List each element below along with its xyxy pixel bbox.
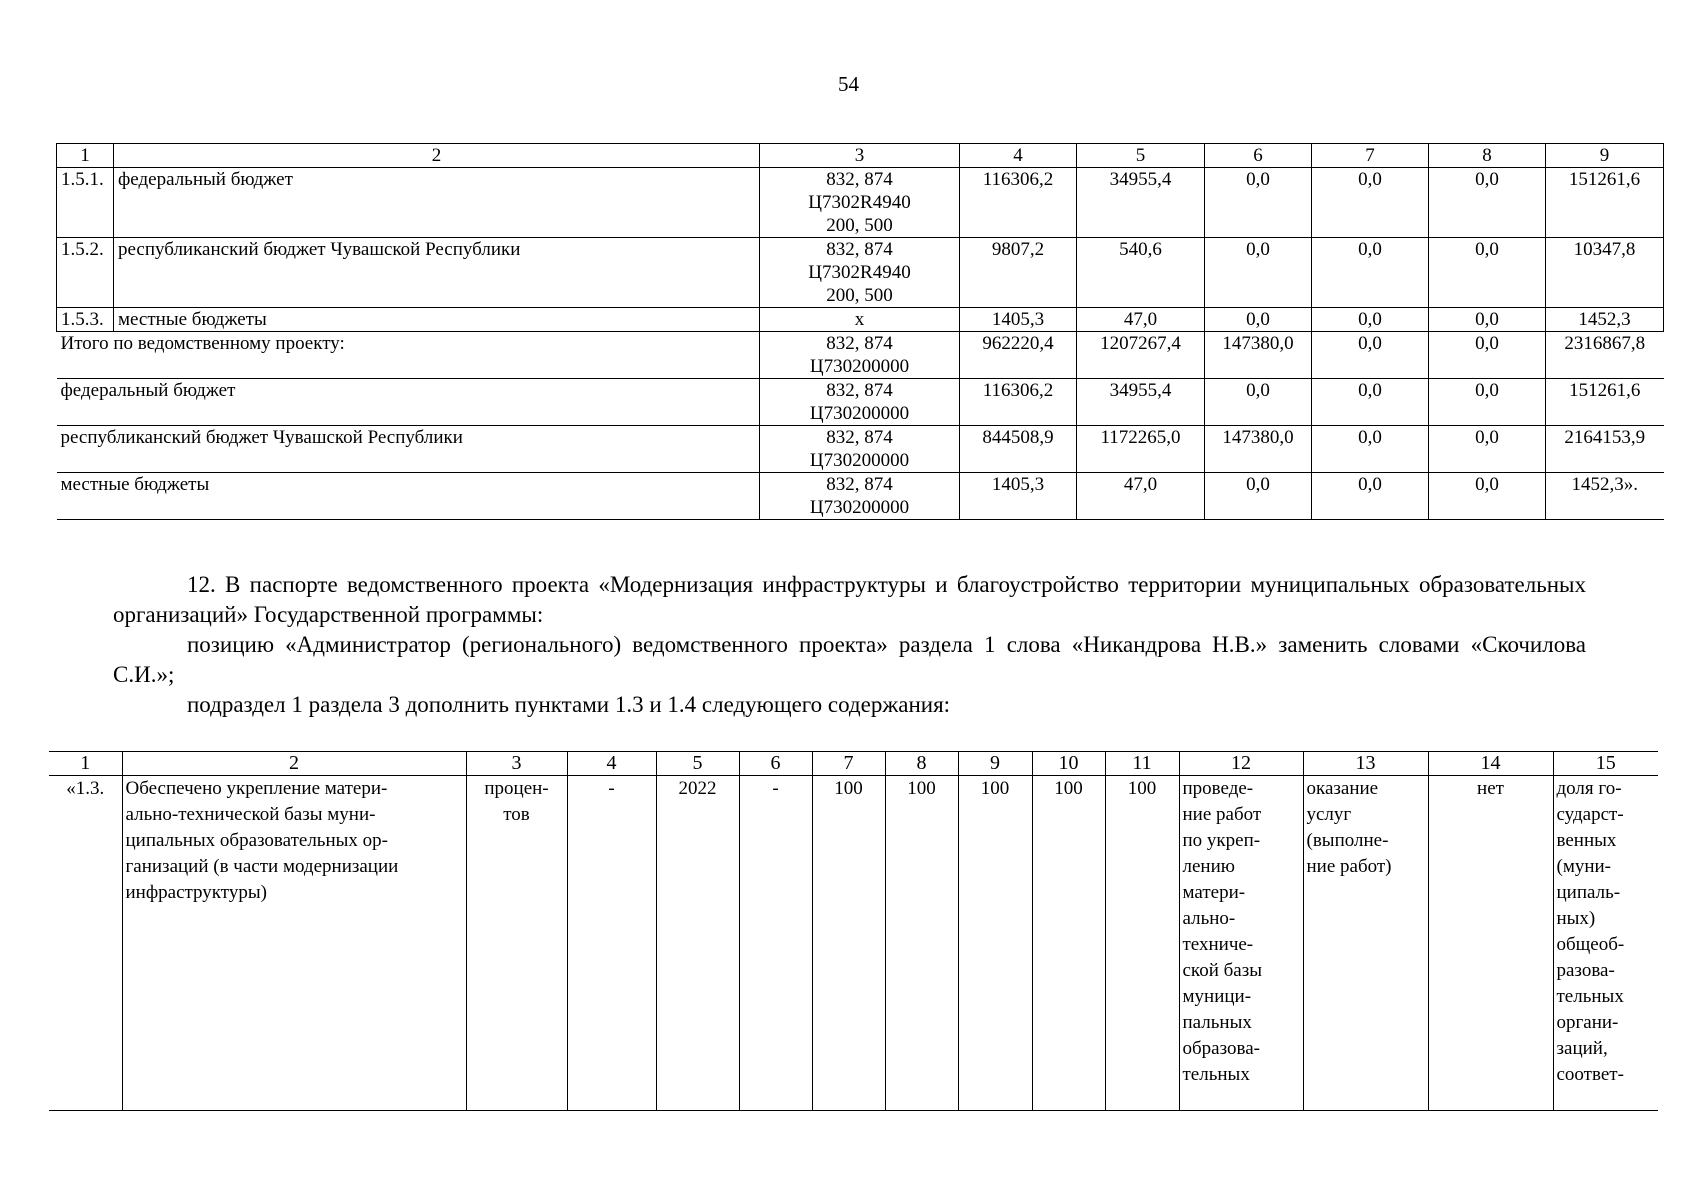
budget-source: республиканский бюджет Чувашской Республики [114, 238, 760, 308]
event-description [1179, 776, 1303, 1111]
amount-cell: 0,0 [1312, 308, 1429, 332]
budget-source: федеральный бюджет [114, 168, 760, 238]
cell-line: тельных [1182, 1064, 1250, 1085]
cell-line: матери- [1182, 882, 1246, 903]
budget-code [760, 238, 960, 308]
amount-cell: 0,0 [1312, 473, 1429, 520]
cell-line: процен- [484, 778, 549, 799]
amendment-text [113, 570, 1586, 720]
column-number: 7 [812, 752, 885, 776]
column-number: 6 [1205, 144, 1312, 168]
column-number: 5 [1077, 144, 1205, 168]
amount-cell: 0,0 [1429, 168, 1546, 238]
table-row [49, 776, 1658, 1111]
column-number: 6 [739, 752, 812, 776]
page-number: 54 [838, 72, 859, 96]
amount-cell: 147380,0 [1205, 426, 1312, 473]
amount-cell: 151261,6 [1546, 168, 1664, 238]
cell-line: доля го- [1556, 778, 1622, 799]
amount-cell: 1452,3». [1546, 473, 1664, 520]
amount-cell: 34955,4 [1077, 379, 1205, 426]
flag-cell: нет [1428, 776, 1553, 1111]
value-c7: 100 [812, 776, 885, 1111]
paragraph-administrator: позицию «Администратор (регионального) ведомственного проекта» раздела 1 слова «Никандрова Н.В.» заменить словами «Скочилова С.И.»; [113, 632, 1586, 687]
amount-cell: 2164153,9 [1546, 426, 1664, 473]
amount-cell: 0,0 [1205, 308, 1312, 332]
amount-cell: 0,0 [1312, 332, 1429, 379]
budget-code [760, 426, 960, 473]
column-number: 4 [960, 144, 1077, 168]
unit-of-measure [466, 776, 567, 1111]
amount-cell: 0,0 [1429, 426, 1546, 473]
cell-line: лению [1182, 856, 1235, 877]
cell-line: Ц730200000 [809, 497, 910, 518]
cell-line: оказание [1306, 778, 1379, 799]
cell-line: инфраструктуры) [125, 882, 267, 903]
table-row [57, 168, 1664, 238]
cell-line: ганизаций (в части модернизации [125, 856, 399, 877]
cell-line: органи- [1556, 1012, 1619, 1033]
amount-cell: 47,0 [1077, 308, 1205, 332]
budget-source: местные бюджеты [114, 308, 760, 332]
column-number: 5 [656, 752, 739, 776]
item-number: «1.3. [49, 776, 122, 1111]
row-number: 1.5.3. [57, 308, 114, 332]
cell-line: сударст- [1556, 804, 1624, 825]
table-row [57, 308, 1664, 332]
amount-cell: 844508,9 [960, 426, 1077, 473]
value-c10: 100 [1032, 776, 1105, 1111]
column-number: 1 [57, 144, 114, 168]
budget-code [760, 168, 960, 238]
column-number: 15 [1553, 752, 1658, 776]
paragraph-subsection: подраздел 1 раздела 3 дополнить пунктами 1.3 и 1.4 следующего содержания: [187, 692, 951, 717]
cell-line: разова- [1556, 960, 1615, 981]
total-row [57, 379, 1664, 426]
cell-line: услуг [1306, 804, 1352, 825]
column-number: 2 [114, 144, 760, 168]
amount-cell: 9807,2 [960, 238, 1077, 308]
cell-line: техниче- [1182, 934, 1254, 955]
cell-line: Ц7302R4940 [808, 192, 911, 213]
amount-cell: 2316867,8 [1546, 332, 1664, 379]
amount-cell: 962220,4 [960, 332, 1077, 379]
table-header-row [57, 144, 1664, 168]
cell-line: заций, [1556, 1038, 1608, 1059]
indicator-description [1553, 776, 1658, 1111]
column-number: 14 [1428, 752, 1553, 776]
total-row [57, 473, 1664, 520]
column-number: 11 [1105, 752, 1179, 776]
cell-line: 832, 874 [826, 333, 893, 354]
amount-cell: 0,0 [1429, 473, 1546, 520]
column-number: 9 [958, 752, 1032, 776]
cell-line: ние работ) [1306, 856, 1392, 877]
value-c8: 100 [885, 776, 958, 1111]
column-number: 12 [1179, 752, 1303, 776]
paragraph-12: 12. В паспорте ведомственного проекта «Модернизация инфраструктуры и благоустройство территории муниципальных образовательных организаций» Государственной программы: [113, 572, 1586, 627]
cell-line: ципальных образовательных ор- [125, 830, 388, 851]
table-header-row [49, 752, 1658, 776]
column-number: 13 [1303, 752, 1428, 776]
column-number: 8 [885, 752, 958, 776]
cell-line: ципаль- [1556, 882, 1621, 903]
cell-line: (муни- [1556, 856, 1612, 877]
amount-cell: 0,0 [1429, 238, 1546, 308]
amount-cell: 0,0 [1312, 238, 1429, 308]
value-c4: - [567, 776, 656, 1111]
cell-line: Обеспечено укрепление матери- [125, 778, 388, 799]
amount-cell: 1405,3 [960, 308, 1077, 332]
amount-cell: 1452,3 [1546, 308, 1664, 332]
cell-line: соответ- [1556, 1064, 1624, 1085]
budget-code [760, 473, 960, 520]
indicator-name [122, 776, 466, 1111]
cell-line: Ц7302R4940 [808, 262, 911, 283]
value-c5: 2022 [656, 776, 739, 1111]
cell-line: 832, 874 [826, 239, 893, 260]
cell-line: 832, 874 [826, 169, 893, 190]
total-row [57, 426, 1664, 473]
cell-line: тельных [1556, 986, 1624, 1007]
amount-cell: 0,0 [1429, 308, 1546, 332]
cell-line: ально- [1182, 908, 1236, 929]
total-label: Итого по ведомственному проекту: [57, 332, 760, 379]
row-number: 1.5.2. [57, 238, 114, 308]
cell-line: пальных [1182, 1012, 1252, 1033]
amount-cell: 1207267,4 [1077, 332, 1205, 379]
amount-cell: 0,0 [1205, 168, 1312, 238]
amount-cell: 34955,4 [1077, 168, 1205, 238]
amount-cell: 0,0 [1205, 379, 1312, 426]
table-row [57, 238, 1664, 308]
cell-line: 200, 500 [826, 285, 893, 306]
column-number: 3 [760, 144, 960, 168]
amount-cell: 47,0 [1077, 473, 1205, 520]
total-label: местные бюджеты [57, 473, 760, 520]
cell-line: ской базы [1182, 960, 1262, 981]
amount-cell: 0,0 [1429, 379, 1546, 426]
amount-cell: 0,0 [1312, 426, 1429, 473]
cell-line: венных [1556, 830, 1617, 851]
amount-cell: 0,0 [1312, 379, 1429, 426]
cell-line: 832, 874 [826, 380, 893, 401]
column-number: 9 [1546, 144, 1664, 168]
amount-cell: 151261,6 [1546, 379, 1664, 426]
amount-cell: 147380,0 [1205, 332, 1312, 379]
column-number: 8 [1429, 144, 1546, 168]
amount-cell: 1172265,0 [1077, 426, 1205, 473]
column-number: 10 [1032, 752, 1105, 776]
total-label: республиканский бюджет Чувашской Республики [57, 426, 760, 473]
amount-cell: 116306,2 [960, 379, 1077, 426]
amount-cell: 0,0 [1205, 238, 1312, 308]
value-c9: 100 [958, 776, 1032, 1111]
budget-table [56, 143, 1664, 520]
cell-line: ных) [1556, 908, 1596, 929]
amount-cell: 0,0 [1312, 168, 1429, 238]
cell-line: Ц730200000 [809, 403, 910, 424]
total-label: федеральный бюджет [57, 379, 760, 426]
cell-line: (выполне- [1306, 830, 1389, 851]
result-type [1303, 776, 1428, 1111]
amount-cell: 0,0 [1429, 332, 1546, 379]
budget-code [760, 379, 960, 426]
indicators-table [49, 751, 1658, 1111]
row-number: 1.5.1. [57, 168, 114, 238]
total-row [57, 332, 1664, 379]
column-number: 2 [122, 752, 466, 776]
column-number: 3 [466, 752, 567, 776]
cell-line: 832, 874 [826, 427, 893, 448]
cell-line: общеоб- [1556, 934, 1625, 955]
amount-cell: 116306,2 [960, 168, 1077, 238]
cell-line: 200, 500 [826, 215, 893, 236]
cell-line: Ц730200000 [809, 450, 910, 471]
amount-cell: 10347,8 [1546, 238, 1664, 308]
cell-line: проведе- [1182, 778, 1254, 799]
amount-cell: 0,0 [1205, 473, 1312, 520]
amount-cell: 540,6 [1077, 238, 1205, 308]
budget-code [760, 308, 960, 332]
cell-line: муници- [1182, 986, 1252, 1007]
cell-line: по укреп- [1182, 830, 1261, 851]
value-c11: 100 [1105, 776, 1179, 1111]
column-number: 7 [1312, 144, 1429, 168]
budget-code [760, 332, 960, 379]
column-number: 1 [49, 752, 122, 776]
cell-line: ние работ [1182, 804, 1262, 825]
cell-line: х [854, 309, 865, 330]
column-number: 4 [567, 752, 656, 776]
cell-line: Ц730200000 [809, 356, 910, 377]
amount-cell: 1405,3 [960, 473, 1077, 520]
cell-line: 832, 874 [826, 474, 893, 495]
cell-line: ально-технической базы муни- [125, 804, 376, 825]
cell-line: тов [503, 804, 530, 825]
value-c6: - [739, 776, 812, 1111]
cell-line: образова- [1182, 1038, 1260, 1059]
